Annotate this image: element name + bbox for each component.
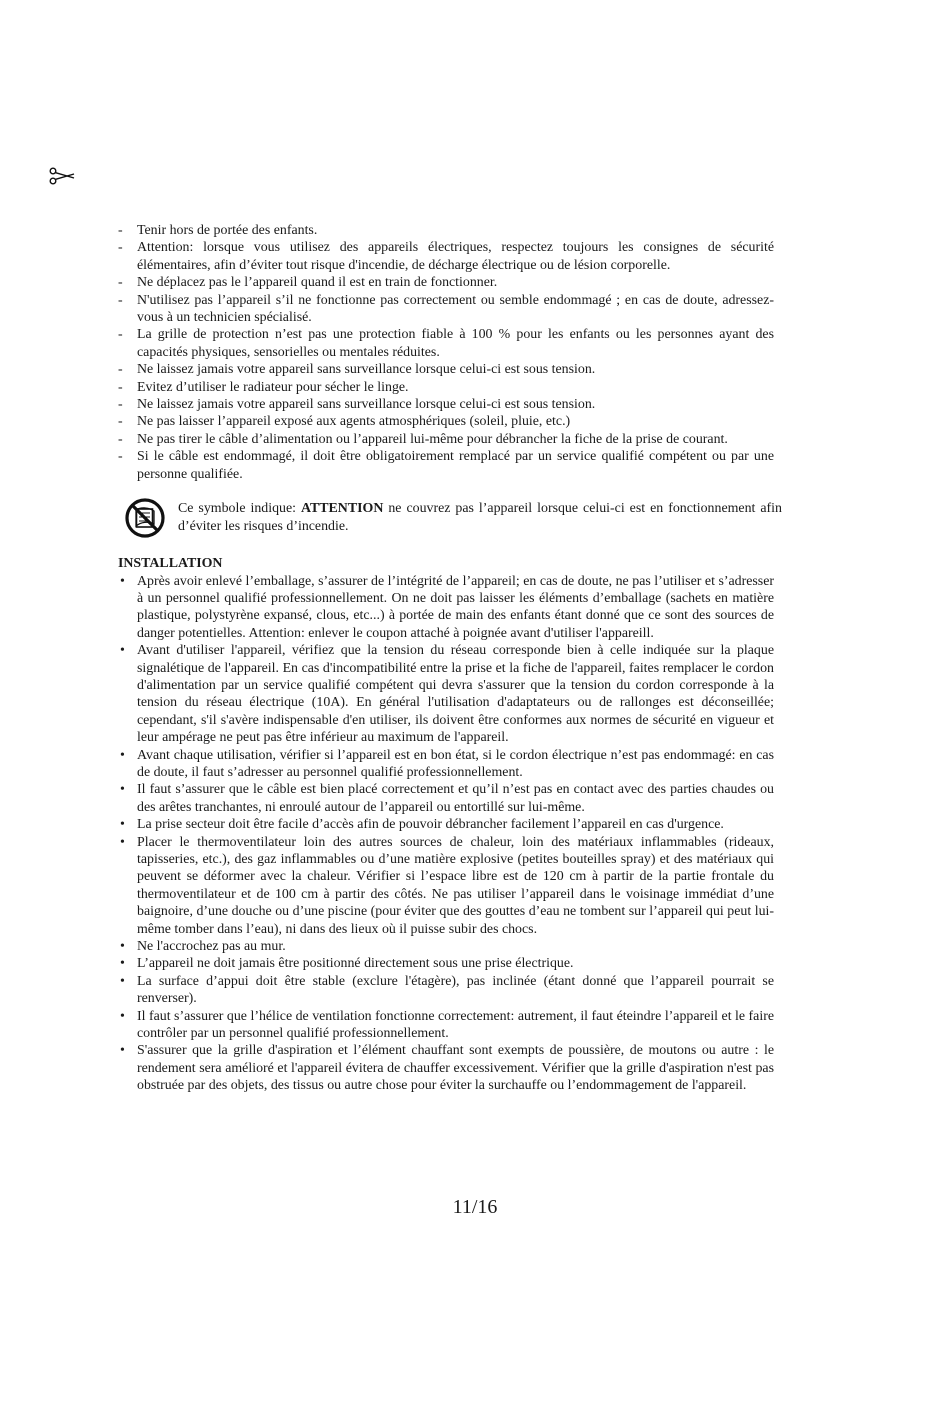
list-item: - N'utilisez pas l’appareil s’il ne fonctionne pas correctement ou semble endommagé ; en cas de doute, adressez-vous à un technicien spécialisé.: [118, 292, 774, 327]
list-item: • Après avoir enlevé l’emballage, s’assurer de l’intégrité de l’appareil; en cas de doute, ne pas l’utiliser et s’adresser à un personnel qualifié professionnellement. On ne doit pas laisser les éléments d’emballage (sachets en matière plastique, polystyrène expansé, clous, etc...) à portée de main des enfants étant donné que ce sont des sources de danger potentielles. Attention: enlever le coupon attaché à poignée avant d'utiliser l'appareill.: [118, 573, 774, 643]
scissors-icon: [48, 166, 76, 186]
page-number: 11/16: [452, 1196, 498, 1218]
list-item: • L’appareil ne doit jamais être positionné directement sous une prise électrique.: [118, 955, 774, 972]
do-not-cover-icon: [124, 497, 166, 539]
list-item: - Evitez d’utiliser le radiateur pour sécher le linge.: [118, 379, 774, 396]
warning-note: [118, 500, 782, 539]
list-item: • La prise secteur doit être facile d’accès afin de pouvoir débrancher facilement l’appareil en cas d'urgence.: [118, 816, 774, 833]
list-item: • Avant chaque utilisation, vérifier si l’appareil est en bon état, si le cordon électrique n’est pas endommagé: en cas de doute, il faut s’adresser au personnel qualifié professionnellement.: [118, 747, 774, 782]
document-body: [118, 222, 782, 1095]
installation-list: [118, 573, 774, 1095]
list-item: - Ne déplacez pas le l’appareil quand il est en train de fonctionner.: [118, 274, 774, 291]
list-item: • S'assurer que la grille d'aspiration et l’élément chauffant sont exempts de poussière, de moutons ou autre : le rendement sera amélioré et l'appareil évitera de chauffer excessivement. Vérifier que la grille d'aspiration n'est pas obstruée par des objets, des tissus ou autre chose pour éviter la surchauffe ou l’endommagement de l'appareil.: [118, 1042, 774, 1094]
list-item: • Il faut s’assurer que le câble est bien placé correctement et qu’il n’est pas en contact avec des parties chaudes ou des arêtes tranchantes, ni enroulé autour de l’appareil ou entortillé sur lui-même.: [118, 781, 774, 816]
section-title: INSTALLATION: [118, 556, 223, 572]
list-item: - Ne pas laisser l’appareil exposé aux agents atmosphériques (soleil, pluie, etc.): [118, 413, 774, 430]
list-item: • La surface d’appui doit être stable (exclure l'étagère), pas inclinée (étant donné que l’appareil pourrait se renverser).: [118, 973, 774, 1008]
safety-list: [118, 222, 774, 483]
warning-prefix: Ce symbole indique:: [178, 501, 302, 517]
list-item: - Attention: lorsque vous utilisez des appareils électriques, respectez toujours les consignes de sécurité élémentaires, afin d’éviter tout risque d'incendie, de décharge électrique ou de lésion corporelle.: [118, 239, 774, 274]
list-item: • Ne l'accrochez pas au mur.: [118, 938, 774, 955]
list-item: • Avant d'utiliser l'appareil, vérifiez que la tension du réseau corresponde bien à celle indiquée sur la plaque signalétique de l'appareil. En cas d'incompatibilité entre la prise et la fiche de l'appareil, faites remplacer le cordon d'alimentation par un service qualifié compétent qui devra s'assurer que la tension du cordon corresponde à la tension du réseau électrique (10A). En général l'utilisation d'adaptateurs ou de rallonges est déconseillée; cependant, s'il s'avère indispensable d'en utiliser, ils doivent être conformes aux normes de sécurité en vigueur et leur ampérage ne peut pas être inférieur au maximum de l'appareil.: [118, 642, 774, 746]
list-item: - Ne laissez jamais votre appareil sans surveillance lorsque celui-ci est sous tension.: [118, 361, 774, 378]
list-item: - Si le câble est endommagé, il doit être obligatoirement remplacé par un service qualifié compétent ou par une personne qualifiée.: [118, 448, 774, 483]
list-item: - Ne laissez jamais votre appareil sans surveillance lorsque celui-ci est sous tension.: [118, 396, 774, 413]
list-item: • Il faut s’assurer que l’hélice de ventilation fonctionne correctement: autrement, il faut éteindre l’appareil et le faire contrôler par un personnel qualifié professionnellement.: [118, 1008, 774, 1043]
list-item: • Placer le thermoventilateur loin des autres sources de chaleur, loin des matériaux inflammables (rideaux, tapisseries, etc.), des gaz inflammables ou d’une matière explosive (petites bouteilles spray) et des matériaux qui peuvent se déformer avec la chaleur. Vérifier si l’espace libre est de 120 cm à partir de la partie frontale du thermoventilateur et de 100 cm à partir des côtés. Ne pas utiliser l’appareil dans le voisinage immédiat d’une baignoire, d’une douche ou d’une piscine (pour éviter que des gouttes d’eau ne tombent sur l’appareil qui peut lui-même tomber dans l’eau), ni dans des lieux où il puisse subir des chocs.: [118, 834, 774, 938]
list-item: - La grille de protection n’est pas une protection fiable à 100 % pour les enfants ou les personnes ayant des capacités physiques, sensorielles ou mentales réduites.: [118, 326, 774, 361]
list-item: - Tenir hors de portée des enfants.: [118, 222, 774, 239]
warning-emphasis: ATTENTION: [301, 501, 384, 517]
warning-suffix: ne couvrez pas l’appareil lorsque celui-ci est en fonctionnement afin d’éviter les risques d’incendie.: [178, 501, 782, 534]
list-item: - Ne pas tirer le câble d’alimentation ou l’appareil lui-même pour débrancher la fiche de la prise de courant.: [118, 431, 774, 448]
warning-text: [178, 500, 782, 535]
